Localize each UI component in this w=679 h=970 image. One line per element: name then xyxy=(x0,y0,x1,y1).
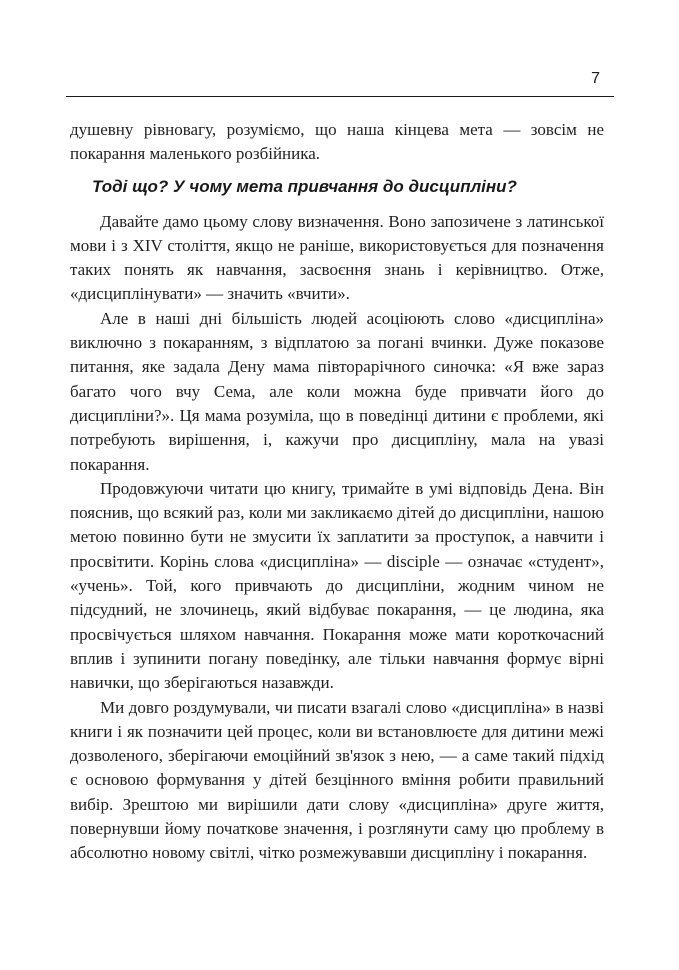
header-rule xyxy=(66,96,614,97)
section-heading: Тоді що? У чому мета привчання до дисципліни? xyxy=(92,176,517,196)
body-paragraph-2: Але в наші дні більшість людей асоціюють слово «дисципліна» виключно з покаранням, з відплатою за погані вчинки. Дуже показове питання, яке задала Дену мама півторарічного синочка: «Я вже зараз багато чого вчу Сема, але коли можна буде привчати його до дисципліни?». Ця мама розуміла, що в поведінці дитини є проблеми, які потребують вирішення, і, кажучи про дисципліну, мала на увазі покарання. xyxy=(70,308,604,474)
body-paragraph-1: Давайте дамо цьому слову визначення. Воно запозичене з латинської мови і з XIV століття, якщо не раніше, використовується для позначення таких понять як навчання, засвоєння знань і керівництво. Отже, «дисциплінувати» — значить «вчити». xyxy=(70,211,604,304)
page-number: 7 xyxy=(591,70,600,87)
body-paragraph-3: Продовжуючи читати цю книгу, тримайте в умі відповідь Дена. Він пояснив, що всякий раз, коли ми закликаємо дітей до дисципліни, нашою метою повинно бути не змусити їх заплатити за проступок, а навчити і просвітити. Корінь слова «дисципліна» — disciple — означає «студент», «учень». Той, кого привчають до дисципліни, жодним чином не підсудний, не злочинець, який відбуває покарання, — це людина, яка просвічується шляхом навчання. Покарання може мати короткочасний вплив і зупинити погану поведінку, але тільки навчання формує вірні навички, що зберігаються назавжди. xyxy=(70,478,604,693)
page-body xyxy=(70,118,604,866)
lead-paragraph: душевну рівновагу, розуміємо, що наша кінцева мета — зовсім не покарання маленького розбійника. xyxy=(70,120,604,164)
body-paragraph-4: Ми довго роздумували, чи писати взагалі слово «дисципліна» в назві книги і як позначити цей процес, коли ви встановлюєте для дитини межі дозволеного, зберігаючи емоційний зв'язок з нею, — а саме такий підхід є основою формування у дітей безцінного вміння робити правильний вибір. Зрештою ми вирішили дати слову «дисципліна» друге життя, повернувши йому початкове значення, і розглянути саму цю проблему в абсолютно новому світлі, чітко розмежувавши дисципліну і покарання. xyxy=(70,697,604,863)
